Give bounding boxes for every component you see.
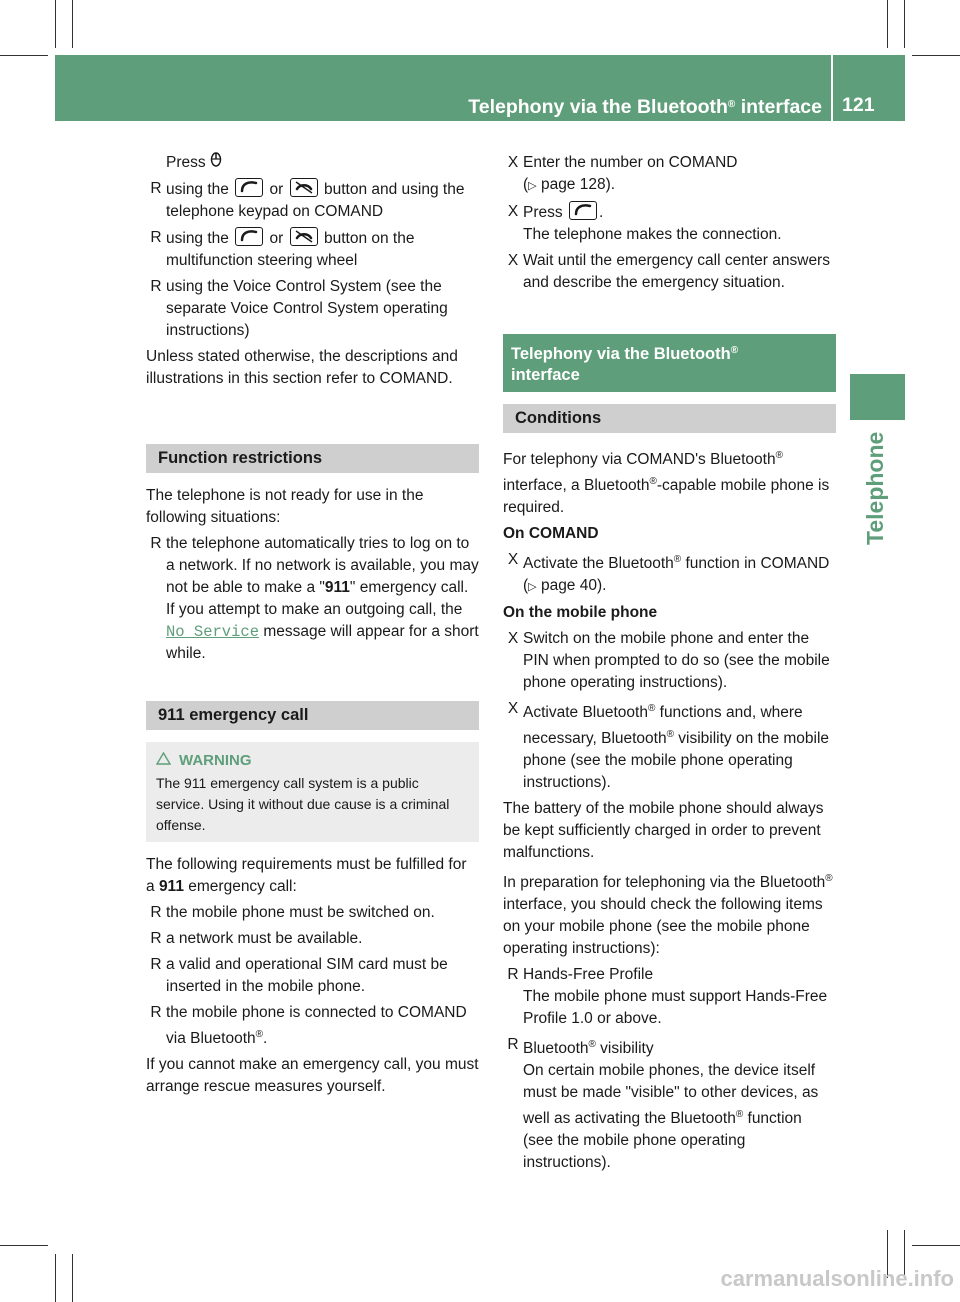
section-heading: Telephony via the Bluetooth® interface [503,334,836,392]
intro-paragraph: Unless stated otherwise, the descriptions and illustrations in this section refer to COMAND. [146,348,458,387]
crop-mark [55,0,56,48]
list-item: R the mobile phone must be switched on. [146,902,479,924]
crop-mark [887,0,888,48]
bullet-marker: R [150,930,162,947]
crop-mark [0,55,48,56]
page-number: 121 [842,94,875,116]
paragraph: If you cannot make an emergency call, you must arrange rescue measures yourself. [146,1056,479,1095]
right-column [503,152,836,1178]
bullet-marker: R [150,229,162,246]
bullet-marker: R [150,956,162,973]
step-item: X Activate Bluetooth® functions and, where necessary, Bluetooth® visibility on the mobile phone (see the mobile phone operating instructions). [503,698,836,794]
press-line: Press [146,152,479,174]
phone-accept-key-icon [569,201,597,220]
page-ref-icon: ▷ [528,581,537,593]
bullet-marker: R [507,966,519,983]
warning-text: The 911 emergency call system is a public service. Using it without due cause is a criminal offense. [156,775,450,833]
list-item: R the telephone automatically tries to log on to a network. If no network is available, you may not be able to make a "911" emergency call. If you attempt to make an outgoing call, the No Service message will appear for a short while. [146,533,479,665]
crop-mark [72,0,73,48]
page-ref-icon: ▷ [528,180,537,192]
step-item: X Switch on the mobile phone and enter the PIN when prompted to do so (see the mobile phone operating instructions). [503,628,836,694]
list-item: R a valid and operational SIM card must be inserted in the mobile phone. [146,954,479,998]
bullet-marker: R [150,278,162,295]
paragraph: The battery of the mobile phone should always be kept sufficiently charged in order to prevent malfunctions. [503,800,824,861]
crop-mark [72,1254,73,1302]
step-item: X Enter the number on COMAND (▷ page 128). [503,152,836,197]
warning-triangle-icon [156,750,171,771]
header-divider [831,55,833,121]
step-item: X Press . The telephone makes the connection. [503,201,836,246]
left-column [146,152,479,1102]
phone-accept-key-icon [235,227,263,246]
bullet-marker: R [150,1004,162,1021]
rotary-knob-icon [210,154,222,171]
side-tab-marker [850,374,905,420]
display-message: No Service [166,623,260,641]
bullet-marker: R [150,180,162,197]
list-item: R using the or button on the multifunction steering wheel [146,227,479,272]
paragraph: The telephone is not ready for use in the following situations: [146,487,424,526]
crop-mark [912,55,960,56]
crop-mark [904,0,905,48]
section-heading: 911 emergency call [146,701,479,730]
subheading: On the mobile phone [503,604,658,621]
side-tab-label: Telephone [862,431,888,545]
step-marker: X [507,630,519,647]
phone-end-key-icon [290,227,318,246]
list-item: R a network must be available. [146,928,479,950]
subsection-heading: Conditions [503,404,836,433]
subheading: On COMAND [503,525,599,542]
step-marker: X [507,551,519,568]
warning-title: WARNING [156,750,469,771]
bullet-marker: R [150,904,162,921]
page-title: Telephony via the Bluetooth® interface [468,96,822,118]
watermark: carmanualsonline.info [720,1266,954,1291]
step-marker: X [507,154,519,171]
bullet-marker: R [150,535,162,552]
warning-box [146,742,479,842]
crop-mark [912,1245,960,1246]
step-item: X Activate the Bluetooth® function in COMAND (▷ page 40). [503,549,836,598]
list-item: R using the or button and using the telephone keypad on COMAND [146,178,479,223]
paragraph: For telephony via COMAND's Bluetooth® interface, a Bluetooth®-capable mobile phone is required. [503,450,830,516]
list-item: R Hands-Free Profile The mobile phone must support Hands-Free Profile 1.0 or above. [503,964,836,1030]
crop-mark [0,1245,48,1246]
paragraph: In preparation for telephoning via the Bluetooth® interface, you should check the following items on your mobile phone (see the mobile phone operating instructions): [503,873,833,957]
bullet-marker: R [507,1036,519,1053]
paragraph: The following requirements must be fulfilled for a 911 emergency call: [146,856,467,895]
step-marker: X [507,700,519,717]
step-marker: X [507,203,519,220]
phone-accept-key-icon [235,178,263,197]
step-item: X Wait until the emergency call center answers and describe the emergency situation. [503,250,836,294]
phone-end-key-icon [290,178,318,197]
crop-mark [55,1254,56,1302]
list-item: R Bluetooth® visibility On certain mobile phones, the device itself must be made "visible" to other devices, as well as activating the Bluetooth® function (see the mobile phone operating instructions). [503,1034,836,1174]
list-item: R using the Voice Control System (see the separate Voice Control System operating instructions) [146,276,479,342]
list-item: R the mobile phone is connected to COMAND via Bluetooth®. [146,1002,479,1050]
step-marker: X [507,252,519,269]
section-heading: Function restrictions [146,444,479,473]
